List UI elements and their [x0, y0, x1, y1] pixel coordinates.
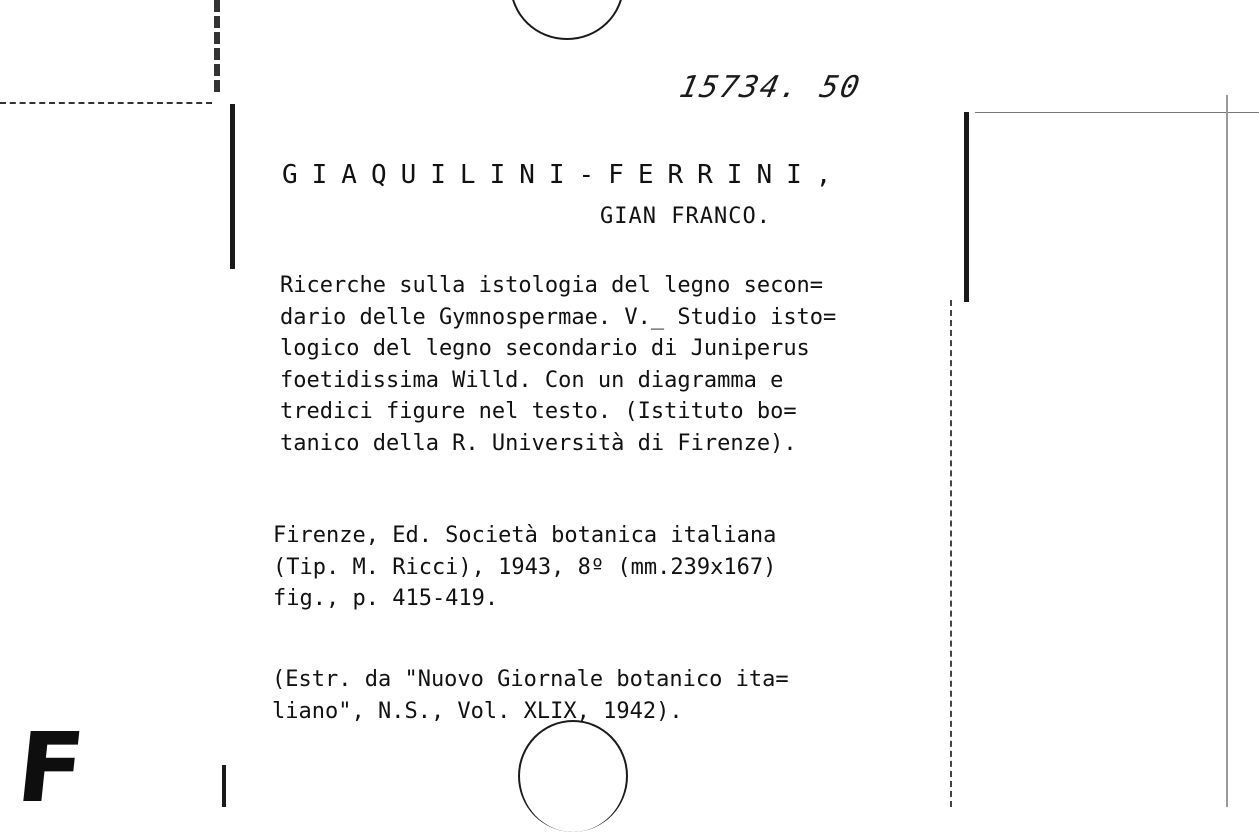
left-margin-rule-bottom	[222, 765, 226, 807]
accession-number: 15734. 50	[676, 70, 865, 105]
title-description	[280, 270, 836, 459]
top-right-fold-line	[975, 112, 1259, 113]
publication-imprint	[273, 520, 776, 615]
top-left-fold-line	[0, 102, 212, 104]
extract-note	[272, 664, 789, 727]
imprint-line: Firenze, Ed. Società botanica italiana	[273, 523, 777, 548]
title-line: tredici figure nel testo. (Istituto bo=	[280, 399, 797, 424]
imprint-line: (Tip. M. Ricci), 1943, 8º (mm.239x167)	[273, 554, 777, 580]
note-line: (Estr. da "Nuovo Giornale botanico ita=	[272, 667, 789, 692]
left-margin-rule	[230, 104, 235, 269]
author-surname: GIAQUILINI-FERRINI,	[282, 160, 846, 190]
title-line: tanico della R. Università di Firenze).	[280, 430, 797, 456]
imprint-line: fig., p. 415-419.	[273, 586, 499, 611]
title-line: dario delle Gymnospermae. V._ Studio isto=	[280, 304, 837, 330]
author-forename: GIAN FRANCO.	[600, 204, 771, 229]
far-right-rule	[1226, 95, 1228, 807]
title-line: foetidissima Willd. Con un diagramma e	[280, 367, 784, 393]
right-edge-dashes	[950, 300, 952, 807]
right-edge-rule	[964, 112, 969, 302]
note-line: liano", N.S., Vol. XLIX, 1942).	[272, 698, 683, 724]
handwritten-mark: F	[12, 712, 90, 824]
title-line: Ricerche sulla istologia del legno secon=	[280, 273, 824, 298]
title-line: logico del legno secondario di Juniperus	[280, 336, 810, 361]
punch-hole-bottom	[518, 720, 628, 832]
punch-hole-top	[510, 0, 624, 40]
top-left-dashes	[214, 0, 220, 92]
